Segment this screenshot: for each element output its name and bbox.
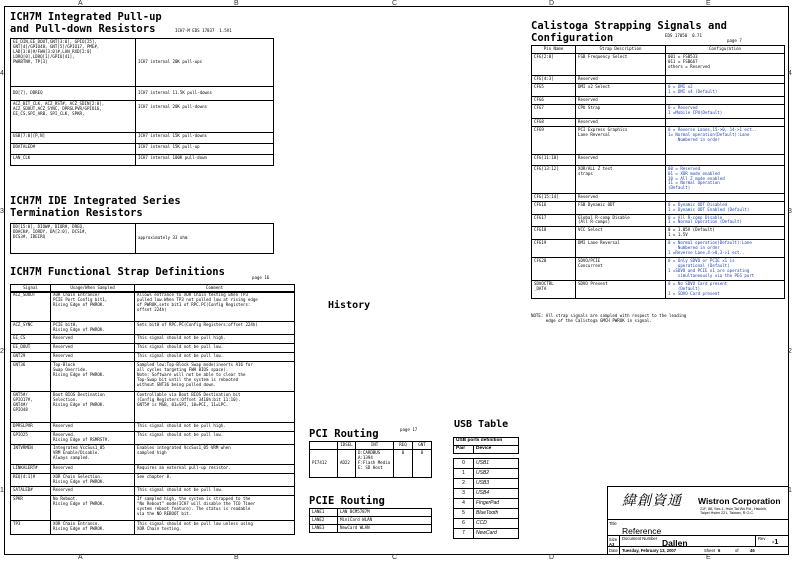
pci-page: page 17 [400,427,418,432]
func-usage: Reserved [51,465,135,474]
table-row [11,474,295,487]
func-signal: ACZ_SYNC [11,322,51,335]
table-row [532,126,785,154]
calistoga-pin: CFG7 [532,104,576,118]
func-usage: Reserved [51,486,135,495]
calistoga-conf: 001 = FSB533 011 = FSB667 others = Reserved [666,53,785,75]
ide-title-line2: Termination Resistors [10,207,143,219]
calistoga-page: page 7 [727,38,742,43]
func-signal: GNT36 [11,362,51,392]
calistoga-pin: SDVOCTRL _DATA [532,280,576,298]
usb-device: USB3 [474,479,519,489]
usb-header: Pair [454,445,474,453]
usb-device: USB1 [474,459,519,469]
func-table-body [10,291,295,535]
zone-right-1: 1 [788,487,792,494]
func-comment: This signal should not be pull high. [135,423,295,432]
table-row [454,459,519,469]
func-signal: ACZ_SDOUT [11,292,51,322]
func-usage: Boot BIOS Destination Selection. Rising Edge of PWROK. [51,392,135,423]
func-comment: Controllable via Boot BIOS Destination bit (Config Registers:Offset 3410h:bit 11:10). GNT5# is MSB, 01=SPI, 10=PCI, 11=LPC. [135,392,295,423]
pci-table [309,441,432,478]
pci-header: IDSEL [338,442,356,450]
pullup-value: ICH7 internal 11.5K pull-downs [136,87,274,101]
table-row [11,39,274,87]
zone-bottom-a: A [78,554,83,561]
usb-device: USB2 [474,469,519,479]
table-row [532,118,785,126]
func-usage: Reserved [51,423,135,432]
usb-device: USB4 [474,489,519,499]
calistoga-conf [666,96,785,104]
func-comment: Enables integrated VccSus1_05 VRM when sampled high [135,445,295,465]
title-block-divider [619,535,620,554]
usb-pair: 5 [454,509,474,519]
func-title: ICH7M Functional Strap Definitions [10,266,225,278]
func-signal: EE_CS [11,335,51,344]
table-row [532,280,785,298]
func-usage: Top-Block Swap Override. Rising Edge of PWROK. [51,362,135,392]
func-signal: EE_DOUT [11,344,51,353]
table-row [11,224,274,254]
pci-idsel: AD22 [338,449,356,477]
pullup-value: ICH7 internal 15K pull-downs [136,133,274,144]
calistoga-conf: 0 = Reverse Lanes,15->0, 14->1 ect.. 1= Normal operation(Default):Lane Numbered in order [666,126,785,154]
pullup-signal: USB[7:0][P,N] [11,133,136,144]
zone-top-a: A [78,0,83,7]
table-row [532,227,785,240]
sheet-label: Sheet [704,548,715,553]
usb-pair: 7 [454,529,474,539]
func-comment: This signal should not be pull low. [135,486,295,495]
table-row [532,214,785,227]
pullup-title-line1: ICH7M Integrated Pull-up [10,11,162,23]
usb-device: NewCard [474,529,519,539]
calistoga-desc: FSB Dynamic ODT [576,201,666,214]
company-name: Wistron Corporation [698,496,781,506]
table-row [11,392,295,423]
table-row [454,489,519,499]
zone-right-2: 2 [788,348,792,355]
calistoga-header: Pin Name [532,46,576,54]
table-row [310,516,432,524]
func-signal: GNT5#/ GPIO17#, GNT4#/ GPIO48 [11,392,51,423]
table-row [310,442,432,450]
pci-req: 0 [394,449,413,477]
table-row [454,529,519,539]
zone-top-c: C [392,0,398,7]
table-row [310,449,432,477]
table-row [11,133,274,144]
func-comment: See chapter 8. [135,474,295,487]
usb-pair: 3 [454,489,474,499]
pcie-table [309,508,432,533]
date-value: Tuesday, February 13, 2007 [622,548,677,553]
usb-device: FingerPad [474,499,519,509]
company-chinese-name: 緯創資通 [622,493,682,509]
calistoga-conf: 0 = Dynamic ODT Disabled 1 = Dynamic ODT Enabled (Default) [666,201,785,214]
table-row [532,96,785,104]
table-row [11,87,274,101]
table-row [532,193,785,201]
size-value: A3 [609,542,615,547]
rev-value: -1 [772,539,779,546]
calistoga-pin: CFG16 [532,201,576,214]
zone-bottom-c: C [392,554,398,561]
pci-gnt: 0 [413,449,432,477]
func-header: Usage/When Sampled [51,285,135,293]
func-signal: REQ[4:1]# [11,474,51,487]
pullup-title-line2: and Pull-down Resistors [10,23,156,35]
usb-pair: 4 [454,499,474,509]
func-signal: TP3 [11,520,51,534]
table-row [532,104,785,118]
pci-device: PI7412 [310,449,338,477]
calistoga-pin: CFG[13:12] [532,165,576,193]
zone-bottom-b: B [234,554,239,561]
usb-title: USB Table [454,419,509,430]
document-number-label: Document Number [622,536,658,541]
func-signal: SPKR [11,495,51,520]
usb-table [453,437,519,454]
func-page: page 16 [252,275,270,280]
pullup-value: ICH7 internal 15K pull-up [136,144,274,155]
calistoga-pin: CFG6 [532,96,576,104]
calistoga-conf: 0 = Only SDVO or PCIE x1 is operational (Default) 1 =SDVO and PCIE x1 are operating simultaneously via the PEG port [666,258,785,281]
company-address: 21F, 88, Sec.1, Hsin Tai Wu Rd., Hsichih, Taipei Hsien 221, Taiwan, R.O.C. [700,507,768,516]
pci-header: GNT [413,442,432,450]
func-usage: Reserved [51,344,135,353]
ide-signal: DD[15:0], DIOW#, DIOR#, DREQ, DDACK#, IORDY, DA[2:0], DCS1#, DCS3#, IDEIRQ [11,224,136,254]
calistoga-desc: SDVO Present [576,280,666,298]
calistoga-desc: Reserved [576,96,666,104]
calistoga-conf [666,75,785,83]
table-row [11,445,295,465]
pullup-table [10,38,274,166]
calistoga-pin: CFG20 [532,258,576,281]
table-row [11,495,295,520]
table-row [532,154,785,165]
calistoga-desc: SDVO/PCIE Concurrent [576,258,666,281]
calistoga-title-line2: Configuration [531,32,614,44]
calistoga-header: Configuration [666,46,785,54]
zone-left-2: 2 [0,348,4,355]
table-row [454,469,519,479]
func-signal: LINKALERT# [11,465,51,474]
table-row [11,362,295,392]
pullup-value: ICH7 internal 100K pull-down [136,155,274,166]
func-signal: DPRSLPVR [11,423,51,432]
func-usage: XOR Chain Entrance. Rising Edge of PWROK. [51,520,135,534]
func-comment: Requires an external pull-up resistor. [135,465,295,474]
func-usage: XOR Chain Entrance/ PCIE Port Config bit1, Rising Edge of PWROK. [51,292,135,322]
calistoga-pin: CFG[4:3] [532,75,576,83]
calistoga-conf: 0 = Normal operation(Default):Lane Numbered in order 1 =Reverse Lane,4->0,3->1 ect.. [666,240,785,258]
zone-bottom-d: D [549,554,555,561]
pci-title: PCI Routing [309,428,379,440]
func-comment: If sampled high, the system is strapped to the "No Reboot" mode(ICH7 will disable the TCO Timer system reboot feature). The status is readable via the NO REBOOT bit. [135,495,295,520]
calistoga-conf: 0 = All R-comp Disable 1 = Normal Operation (Default) [666,214,785,227]
func-header: Signal [11,285,51,293]
func-comment: This signal should not be pull low. [135,353,295,362]
title-block-divider [755,535,756,546]
func-comment: This signal should not be pull low unless using XOR Chain testing. [135,520,295,534]
calistoga-conf [666,154,785,165]
calistoga-desc: Reserved [576,154,666,165]
calistoga-desc: XOR/ALL Z test straps [576,165,666,193]
usb-pair: 2 [454,479,474,489]
func-comment: Sampled low:Top-Block Swap mode(inverts A16 for all cycles targeting FWH BIOS space). Note: Software will not be able to clear the Top-Swap bit until the system is rebooted without GNT36 being pulled down. [135,362,295,392]
calistoga-header-row [532,46,785,54]
calistoga-pin: CFG5 [532,83,576,96]
func-comment: This signal should not be pull high. [135,335,295,344]
table-row [532,75,785,83]
table-row [532,53,785,75]
pcie-device: NewCard WLAN [338,524,432,532]
calistoga-desc: PCI Express Graphics Lane Reversal [576,126,666,154]
func-comment: Sets bit0 of RPC.PC(Config Registers:offset 224h) [135,322,295,335]
func-usage: Integrated VccSus1_05 VRM Enable/Disable. Always sampled. [51,445,135,465]
table-row [11,465,295,474]
calistoga-note: NOTE: All strap signals are sampled with respect to the leading edge of the Calistoga GMCH PWROK in signal. [531,313,687,323]
zone-bottom-e: E [706,554,711,561]
table-row [532,83,785,96]
date-label: Date [609,548,618,553]
table-row [11,432,295,445]
table-row [11,144,274,155]
func-signal: GPIO25 [11,432,51,445]
table-row [454,438,519,446]
calistoga-desc: Reserved [576,75,666,83]
table-row [11,155,274,166]
ide-title-line1: ICH7M IDE Integrated Series [10,195,181,207]
calistoga-conf: 0 = DMI x2 1 = DMI x4 (Default) [666,83,785,96]
zone-top-e: E [706,0,711,7]
table-row [532,258,785,281]
func-usage: Reserved [51,353,135,362]
pci-header [310,442,338,450]
zone-right-3: 3 [788,208,792,215]
func-usage: Reserved. Rising Edge of RSMRST#. [51,432,135,445]
table-row [310,524,432,532]
title-label: Title [609,521,617,526]
calistoga-desc: FSB Frequency Select [576,53,666,75]
usb-device: BlueTooth [474,509,519,519]
sheet-total: 46 [750,548,755,553]
pcie-lane: LANE1 [310,509,338,517]
calistoga-header: Strap Description [576,46,666,54]
pullup-signal: EE_DIN,EE_DOUT,GNT[3:0], GPIO[25], GNT[4]/GPIO48, GNT[5]/GPIO17, PME#, LAD[3:0]#/FWH[3:0]#,LAN_RXD[2:0] LDRQ[0],LDRQ[1]/GPIO[41], PWRBTN#, TP[3] [11,39,136,87]
calistoga-desc: Reserved [576,193,666,201]
table-row [11,322,295,335]
calistoga-pin: CFG17 [532,214,576,227]
calistoga-pin: CFG18 [532,227,576,240]
calistoga-conf [666,118,785,126]
table-row [11,344,295,353]
func-comment: This signal should not be pull low. [135,344,295,353]
zone-left-4: 4 [0,70,4,77]
usb-device: CCD [474,519,519,529]
table-row [11,353,295,362]
pci-int: D:CARDBUS A:1394 F:Flash Media E: SD Host [356,449,394,477]
pcie-lane: LANE3 [310,524,338,532]
calistoga-pin: CFG[2:0] [532,53,576,75]
zone-left-1: 1 [0,487,4,494]
ide-value: approximately 33 ohm [136,224,274,254]
usb-pair: 1 [454,469,474,479]
usb-table-body [453,458,519,539]
calistoga-title-line1: Calistoga Strapping Signals and [531,20,727,32]
title-block-divider [607,519,789,520]
pullup-value: ICH7 internal 20K pull-ups [136,39,274,87]
calistoga-table [531,45,785,299]
calistoga-desc: Global R-comp Disable (All R-comps) [576,214,666,227]
calistoga-desc: DMI x2 Select [576,83,666,96]
pcie-device: MiniCard WLAN [338,516,432,524]
calistoga-ref: EDS 17050 0.71 [665,33,702,38]
func-comment: Allows entrance to XOR Chain testing when TP3 pulled low.When TP3 not pulled low at rising edge of PWROK,sets bit1 of RPC.PC(Config Registers: offset 224h) [135,292,295,322]
pullup-ref: ICH7-M EDS 17837 1.5V1 [175,28,232,33]
pullup-signal: LAN_CLK [11,155,136,166]
usb-pair: 0 [454,459,474,469]
zone-left-3: 3 [0,208,4,215]
table-row [11,292,295,322]
table-row [11,486,295,495]
pcie-title: PCIE Routing [309,495,385,507]
func-usage: PCIE bit0, Rising Edge of PWROK. [51,322,135,335]
func-usage: Reserved [51,335,135,344]
calistoga-conf: 0 = Reserved 1 =Mobile CPU(Default) [666,104,785,118]
table-row [310,509,432,517]
table-row [454,519,519,529]
func-signal: INTVRMEN [11,445,51,465]
calistoga-conf: 00 = Reserved 01 = XOR mode enabled 10 = All Z mode enabled 11 = Normal Operation (Default) [666,165,785,193]
pci-header: INT [356,442,394,450]
func-header: Comment [135,285,295,293]
calistoga-desc: DMI Lane Reversal [576,240,666,258]
func-signal: SATALED# [11,486,51,495]
size-label: Size [609,537,618,542]
calistoga-pin: CFG19 [532,240,576,258]
calistoga-desc: CPU Strap [576,104,666,118]
pullup-signal: ACZ_BIT_CLK, ACZ_RST#, ACZ_SDIN[2:0], ACZ_SDOUT,ACZ_SYNC, DPRSLPVR/GPIO16, EE_CS,SPI_ARB, SPI_CLK, SPKR, [11,101,136,133]
func-signal: GNT29 [11,353,51,362]
usb-pair: 6 [454,519,474,529]
zone-top-b: B [234,0,239,7]
sheet-title: Reference [622,526,662,536]
title-block-divider [607,546,789,547]
of-label: of [735,548,739,553]
zone-top-d: D [549,0,555,7]
table-row [532,240,785,258]
func-usage: No Reboot. Rising Edge of PWROK. [51,495,135,520]
usb-header: Device [474,445,519,453]
calistoga-pin: CFG8 [532,118,576,126]
pullup-value: ICH7 internal 20K pull-downs [136,101,274,133]
calistoga-desc: VCC Select [576,227,666,240]
document-number: Dallen [662,538,688,548]
calistoga-pin: CFG[15:14] [532,193,576,201]
calistoga-conf: 0 = No SDVO Card present (Default) 1 = SDVO Card present [666,280,785,298]
zone-right-4: 4 [788,70,792,77]
pci-header: REQ [394,442,413,450]
calistoga-pin: CFG9 [532,126,576,154]
func-usage: XOR Chain Selection. Rising Edge of PWROK. [51,474,135,487]
calistoga-conf: 0 = 1.05V (Default) 1 = 1.5V [666,227,785,240]
table-row [454,479,519,489]
pullup-signal: DDATALED# [11,144,136,155]
table-row [11,423,295,432]
pcie-device: LAN BCM5787M [338,509,432,517]
pullup-signal: DD[7], DDREQ [11,87,136,101]
usb-subtitle: USB ports definition [454,438,519,446]
pcie-lane: LANE2 [310,516,338,524]
func-comment: This signal should not be pull low. [135,432,295,445]
calistoga-desc: Reserved [576,118,666,126]
table-row [11,335,295,344]
history-label: History [328,300,371,311]
calistoga-conf [666,193,785,201]
table-row [11,520,295,534]
sheet-number: 6 [718,548,721,553]
table-row [532,165,785,193]
table-row [454,445,519,453]
rev-label: Rev [758,536,766,541]
ide-table [10,223,274,254]
table-row [454,509,519,519]
table-row [454,499,519,509]
calistoga-pin: CFG[11:10] [532,154,576,165]
table-row [532,201,785,214]
table-row [11,101,274,133]
